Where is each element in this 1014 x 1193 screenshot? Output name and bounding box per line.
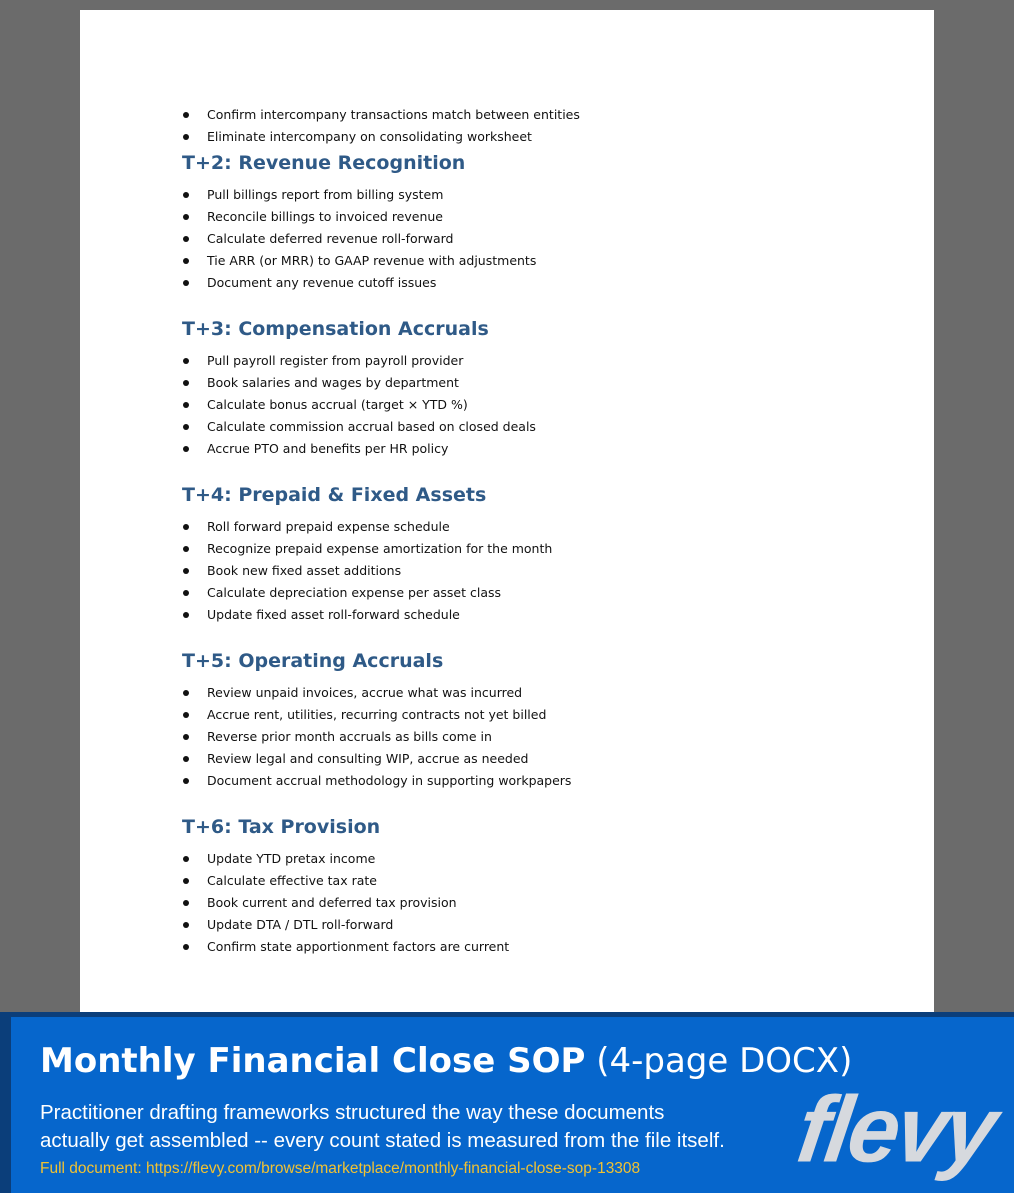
list-item (182, 560, 882, 582)
promo-banner-panel (11, 1017, 1014, 1193)
banner-description-line: actually get assembled -- every count stated is measured from the file itself. (40, 1129, 725, 1152)
bullet-icon (183, 568, 189, 574)
bullet-icon (183, 134, 189, 140)
list-item-text: Calculate commission accrual based on closed deals (207, 419, 536, 434)
bullet-icon (183, 922, 189, 928)
document-content (182, 104, 882, 978)
banner-title-main: Monthly Financial Close SOP (40, 1041, 586, 1081)
list-item (182, 748, 882, 770)
bullet-icon (183, 446, 189, 452)
bullet-list (182, 848, 882, 958)
banner-title-format: (4-page DOCX) (596, 1041, 853, 1081)
list-item-text: Book new fixed asset additions (207, 563, 402, 578)
list-item (182, 184, 882, 206)
list-item-text: Document any revenue cutoff issues (207, 275, 437, 290)
bullet-list (182, 682, 882, 792)
list-item-text: Reconcile billings to invoiced revenue (207, 209, 443, 224)
bullet-icon (183, 258, 189, 264)
list-item (182, 206, 882, 228)
bullet-icon (183, 402, 189, 408)
list-item (182, 126, 882, 148)
list-item-text: Roll forward prepaid expense schedule (207, 519, 450, 534)
list-item (182, 704, 882, 726)
bullet-icon (183, 192, 189, 198)
list-item (182, 726, 882, 748)
list-item-text: Eliminate intercompany on consolidating worksheet (207, 129, 532, 144)
document-page (80, 10, 934, 1020)
list-item (182, 104, 882, 126)
promo-banner (0, 1012, 1014, 1193)
bullet-icon (183, 734, 189, 740)
list-item (182, 848, 882, 870)
section-tax-provision (182, 812, 882, 958)
list-item (182, 682, 882, 704)
section-revenue-recognition (182, 148, 882, 294)
bullet-list (182, 350, 882, 460)
list-item (182, 870, 882, 892)
list-item-text: Recognize prepaid expense amortization for the month (207, 541, 553, 556)
banner-description (40, 1099, 760, 1155)
bullet-icon (183, 546, 189, 552)
list-item-text: Pull billings report from billing system (207, 187, 444, 202)
section-heading: T+3: Compensation Accruals (182, 318, 489, 340)
list-item-text: Accrue rent, utilities, recurring contracts not yet billed (207, 707, 547, 722)
list-item (182, 250, 882, 272)
intro-bullet-list (182, 104, 882, 148)
list-item-text: Confirm intercompany transactions match between entities (207, 107, 580, 122)
list-item (182, 350, 882, 372)
list-item (182, 604, 882, 626)
full-document-link[interactable]: Full document: https://flevy.com/browse/marketplace/monthly-financial-close-sop-13308 (40, 1160, 641, 1177)
list-item-text: Review legal and consulting WIP, accrue as needed (207, 751, 529, 766)
bullet-icon (183, 756, 189, 762)
list-item-text: Book salaries and wages by department (207, 375, 459, 390)
list-item (182, 438, 882, 460)
list-item (182, 538, 882, 560)
list-item (182, 914, 882, 936)
flevy-logo: flevy (791, 1077, 1001, 1183)
bullet-icon (183, 944, 189, 950)
bullet-icon (183, 358, 189, 364)
bullet-icon (183, 778, 189, 784)
bullet-icon (183, 712, 189, 718)
section-heading: T+2: Revenue Recognition (182, 152, 466, 174)
bullet-icon (183, 856, 189, 862)
list-item-text: Pull payroll register from payroll provider (207, 353, 464, 368)
list-item (182, 372, 882, 394)
section-heading: T+6: Tax Provision (182, 816, 381, 838)
bullet-icon (183, 236, 189, 242)
bullet-icon (183, 380, 189, 386)
bullet-icon (183, 690, 189, 696)
bullet-icon (183, 424, 189, 430)
bullet-icon (183, 612, 189, 618)
list-item-text: Calculate bonus accrual (target × YTD %) (207, 397, 468, 412)
list-item-text: Accrue PTO and benefits per HR policy (207, 441, 449, 456)
section-operating-accruals (182, 646, 882, 792)
bullet-icon (183, 112, 189, 118)
bullet-icon (183, 280, 189, 286)
bullet-list (182, 184, 882, 294)
list-item-text: Update fixed asset roll-forward schedule (207, 607, 460, 622)
bullet-icon (183, 214, 189, 220)
list-item-text: Tie ARR (or MRR) to GAAP revenue with adjustments (207, 253, 537, 268)
list-item-text: Calculate depreciation expense per asset class (207, 585, 502, 600)
bullet-icon (183, 524, 189, 530)
list-item-text: Document accrual methodology in supporting workpapers (207, 773, 572, 788)
section-compensation-accruals (182, 314, 882, 460)
banner-description-line: Practitioner drafting frameworks structured the way these documents (40, 1101, 665, 1124)
list-item-text: Review unpaid invoices, accrue what was incurred (207, 685, 523, 700)
bullet-list (182, 516, 882, 626)
list-item (182, 516, 882, 538)
list-item-text: Calculate effective tax rate (207, 873, 377, 888)
list-item (182, 892, 882, 914)
bullet-icon (183, 900, 189, 906)
section-prepaid-fixed-assets (182, 480, 882, 626)
list-item-text: Book current and deferred tax provision (207, 895, 457, 910)
list-item (182, 272, 882, 294)
bullet-icon (183, 590, 189, 596)
list-item-text: Update YTD pretax income (207, 851, 376, 866)
banner-title (40, 1039, 852, 1083)
list-item (182, 770, 882, 792)
list-item-text: Calculate deferred revenue roll-forward (207, 231, 454, 246)
list-item-text: Reverse prior month accruals as bills come in (207, 729, 492, 744)
bullet-icon (183, 878, 189, 884)
list-item (182, 228, 882, 250)
list-item (182, 582, 882, 604)
list-item (182, 936, 882, 958)
section-heading: T+4: Prepaid & Fixed Assets (182, 484, 487, 506)
list-item-text: Update DTA / DTL roll-forward (207, 917, 394, 932)
section-heading: T+5: Operating Accruals (182, 650, 444, 672)
list-item (182, 394, 882, 416)
list-item-text: Confirm state apportionment factors are current (207, 939, 510, 954)
list-item (182, 416, 882, 438)
